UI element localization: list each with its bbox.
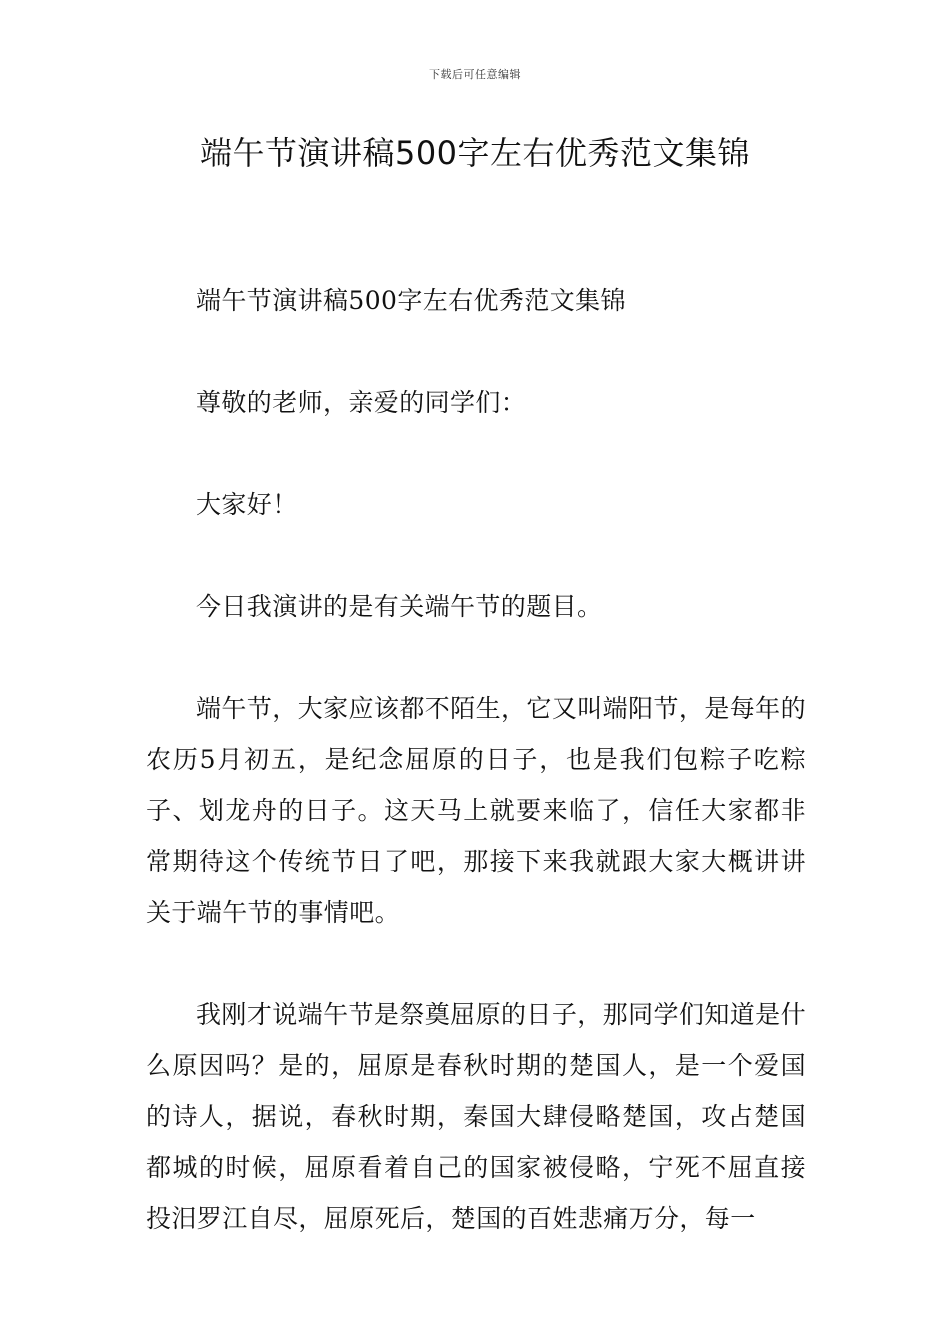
paragraph-history: 我刚才说端午节是祭奠屈原的日子，那同学们知道是什么原因吗？是的，屈原是春秋时期的楚国人，是一个爱国的诗人，据说，春秋时期，秦国大肆侵略楚国，攻占楚国都城的时候，屈原看着自己的国家被侵略，宁死不屈直接投汨罗江自尽，屈原死后，楚国的百姓悲痛万分，每一 — [146, 1000, 806, 1233]
paragraph-salutation: 尊敬的老师，亲爱的同学们： — [196, 388, 527, 417]
paragraph-subtitle: 端午节演讲稿500字左右优秀范文集锦 — [196, 286, 626, 315]
paragraph-intro: 端午节，大家应该都不陌生，它又叫端阳节，是每年的农历5月初五，是纪念屈原的日子，也是我们包粽子吃粽子、划龙舟的日子。这天马上就要来临了，信任大家都非常期待这个传统节日了吧，那接下来我就跟大家大概讲讲关于端午节的事情吧。 — [146, 694, 806, 927]
document-title: 端午节演讲稿500字左右优秀范文集锦 — [199, 134, 751, 172]
paragraph-greeting: 大家好！ — [196, 490, 298, 519]
header-note: 下载后可任意编辑 — [429, 68, 521, 81]
document-body — [146, 275, 806, 1244]
paragraph-topic: 今日我演讲的是有关端午节的题目。 — [196, 592, 603, 621]
